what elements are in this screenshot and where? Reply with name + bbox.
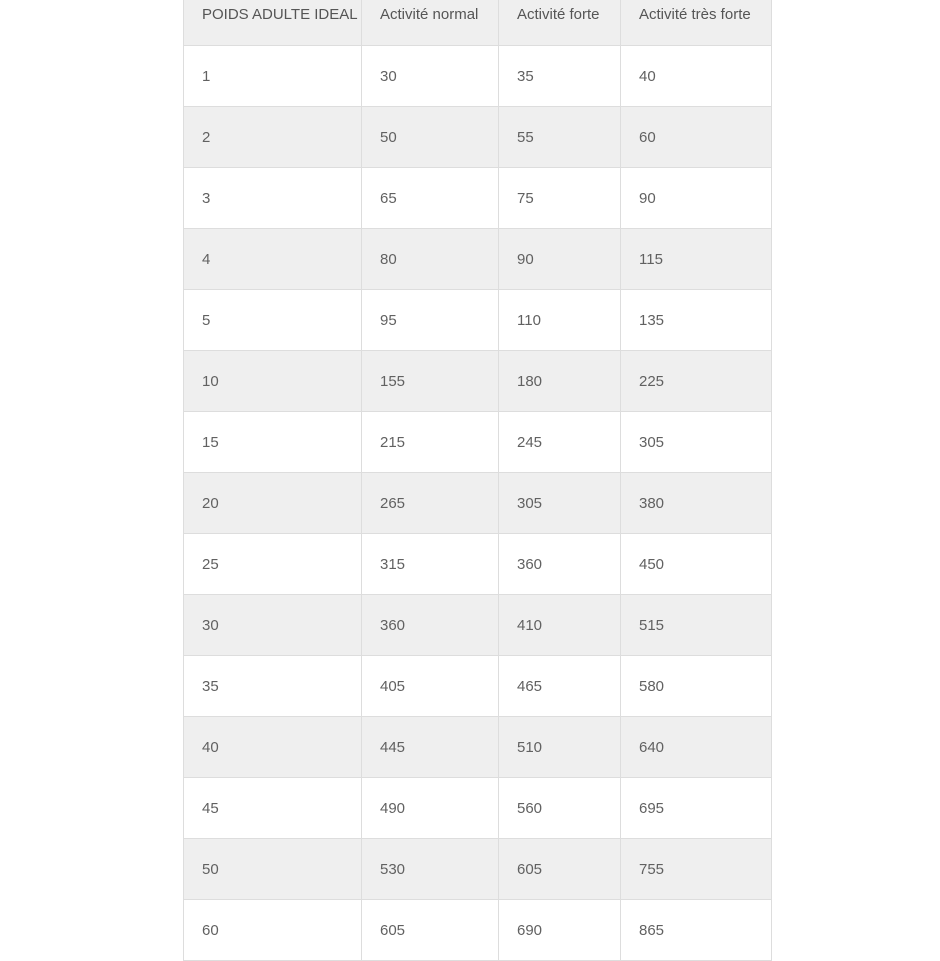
feeding-table (183, 0, 772, 961)
cell-very-high: 450 (621, 534, 772, 595)
cell-very-high: 580 (621, 656, 772, 717)
cell-weight: 3 (184, 168, 362, 229)
cell-normal: 155 (362, 351, 499, 412)
cell-normal: 490 (362, 778, 499, 839)
cell-very-high: 380 (621, 473, 772, 534)
cell-high: 75 (499, 168, 621, 229)
cell-very-high: 515 (621, 595, 772, 656)
cell-normal: 445 (362, 717, 499, 778)
cell-high: 360 (499, 534, 621, 595)
cell-high: 55 (499, 107, 621, 168)
cell-high: 605 (499, 839, 621, 900)
cell-weight: 35 (184, 656, 362, 717)
cell-weight: 50 (184, 839, 362, 900)
cell-very-high: 305 (621, 412, 772, 473)
table-row (184, 778, 772, 839)
cell-weight: 4 (184, 229, 362, 290)
table-row (184, 351, 772, 412)
cell-very-high: 865 (621, 900, 772, 961)
cell-high: 690 (499, 900, 621, 961)
cell-weight: 60 (184, 900, 362, 961)
table-row (184, 595, 772, 656)
table-row (184, 412, 772, 473)
cell-normal: 405 (362, 656, 499, 717)
cell-weight: 5 (184, 290, 362, 351)
cell-very-high: 40 (621, 46, 772, 107)
cell-normal: 315 (362, 534, 499, 595)
table-row (184, 717, 772, 778)
cell-weight: 20 (184, 473, 362, 534)
table-row (184, 900, 772, 961)
table-body (184, 46, 772, 961)
cell-high: 560 (499, 778, 621, 839)
cell-very-high: 90 (621, 168, 772, 229)
cell-weight: 2 (184, 107, 362, 168)
table-row (184, 46, 772, 107)
cell-high: 110 (499, 290, 621, 351)
cell-normal: 605 (362, 900, 499, 961)
table-row (184, 656, 772, 717)
cell-normal: 65 (362, 168, 499, 229)
cell-normal: 265 (362, 473, 499, 534)
cell-weight: 15 (184, 412, 362, 473)
header-row (184, 0, 772, 46)
header-ideal-adult-weight: POIDS ADULTE IDEAL (184, 0, 362, 46)
table-row (184, 229, 772, 290)
cell-very-high: 755 (621, 839, 772, 900)
table-row (184, 534, 772, 595)
cell-high: 510 (499, 717, 621, 778)
cell-weight: 25 (184, 534, 362, 595)
cell-normal: 50 (362, 107, 499, 168)
table-header (184, 0, 772, 46)
table-row (184, 839, 772, 900)
cell-normal: 530 (362, 839, 499, 900)
cell-very-high: 115 (621, 229, 772, 290)
header-high-activity: Activité forte (499, 0, 621, 46)
cell-very-high: 60 (621, 107, 772, 168)
header-very-high-activity: Activité très forte (621, 0, 772, 46)
header-normal-activity: Activité normal (362, 0, 499, 46)
cell-normal: 80 (362, 229, 499, 290)
cell-weight: 30 (184, 595, 362, 656)
cell-weight: 45 (184, 778, 362, 839)
cell-high: 245 (499, 412, 621, 473)
cell-very-high: 695 (621, 778, 772, 839)
cell-high: 180 (499, 351, 621, 412)
cell-normal: 360 (362, 595, 499, 656)
cell-very-high: 640 (621, 717, 772, 778)
table-row (184, 107, 772, 168)
cell-weight: 1 (184, 46, 362, 107)
cell-high: 305 (499, 473, 621, 534)
cell-very-high: 225 (621, 351, 772, 412)
cell-normal: 215 (362, 412, 499, 473)
cell-normal: 95 (362, 290, 499, 351)
cell-high: 90 (499, 229, 621, 290)
table-row (184, 168, 772, 229)
cell-weight: 40 (184, 717, 362, 778)
cell-very-high: 135 (621, 290, 772, 351)
cell-high: 465 (499, 656, 621, 717)
cell-normal: 30 (362, 46, 499, 107)
cell-high: 410 (499, 595, 621, 656)
feeding-table-container (183, 0, 771, 961)
table-row (184, 473, 772, 534)
cell-high: 35 (499, 46, 621, 107)
table-row (184, 290, 772, 351)
cell-weight: 10 (184, 351, 362, 412)
